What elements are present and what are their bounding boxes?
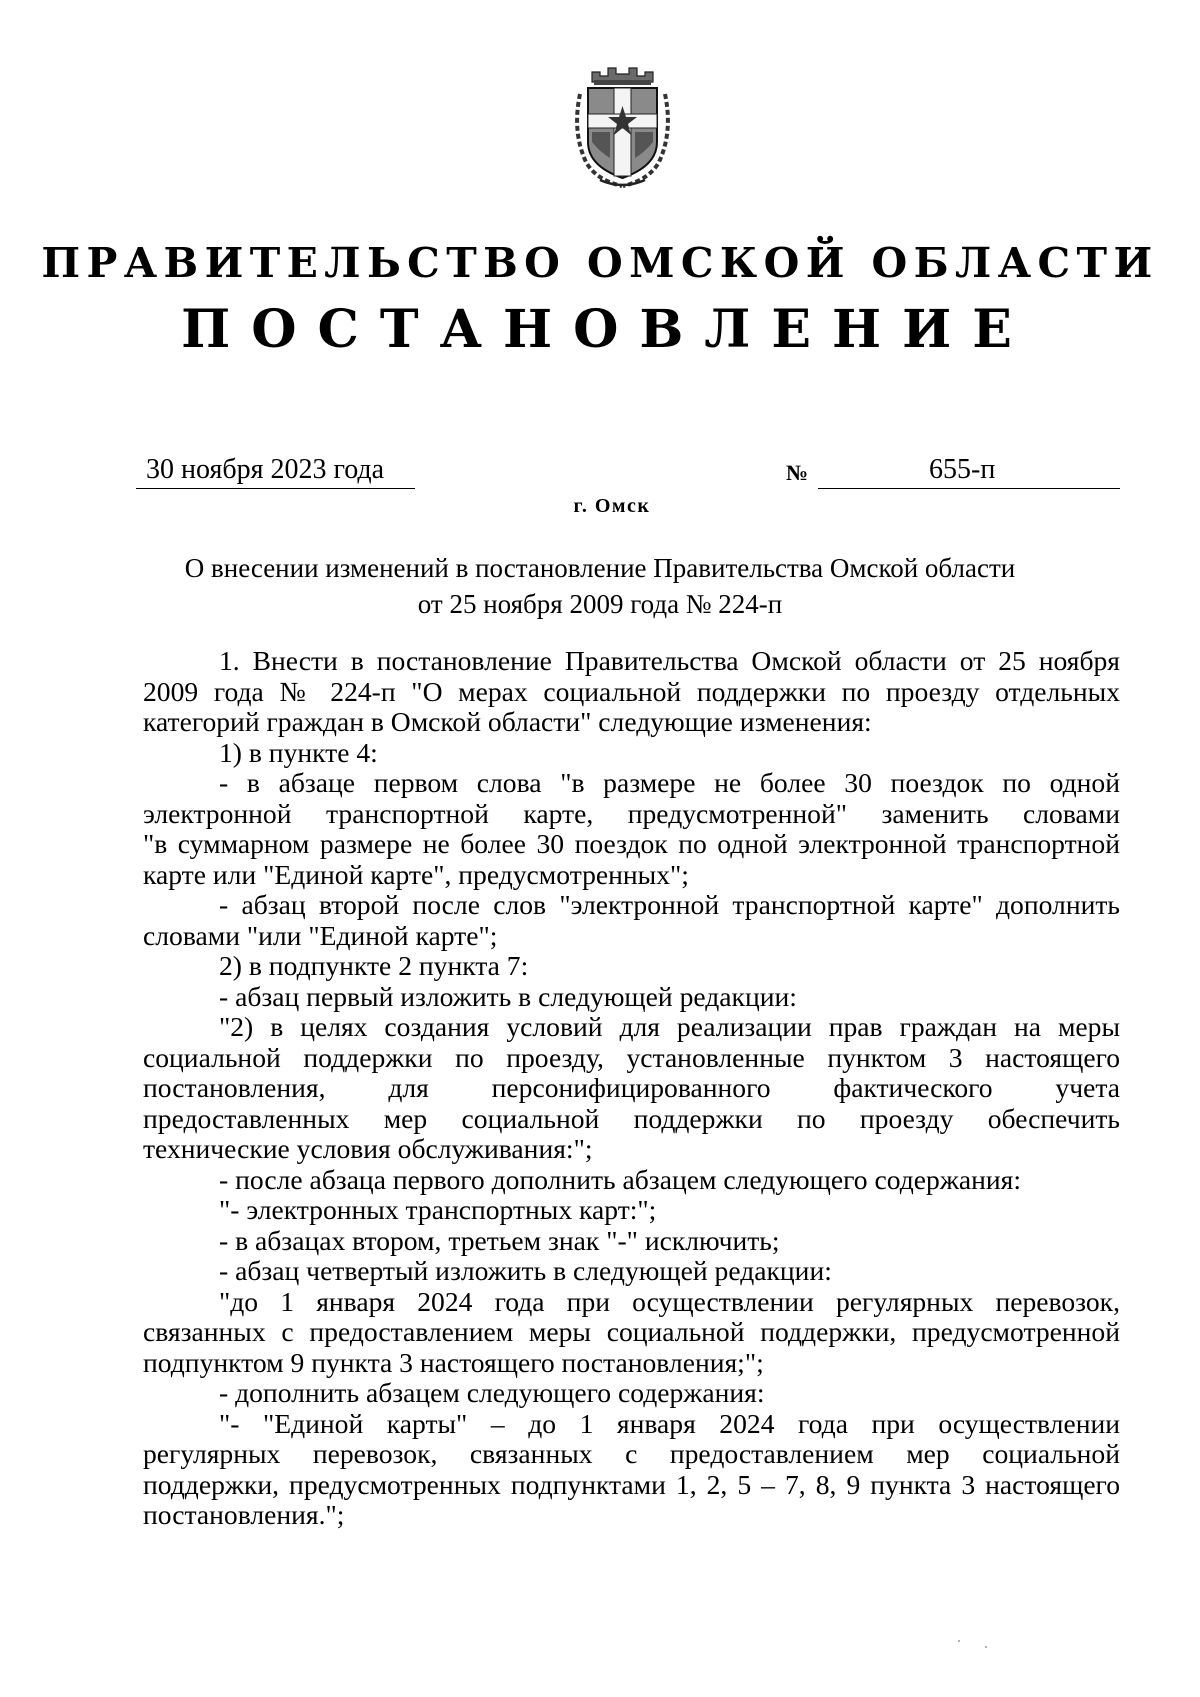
organization-title: ПРАВИТЕЛЬСТВО ОМСКОЙ ОБЛАСТИ <box>41 239 1159 287</box>
body-line: социальной поддержки по проезду, установленные пунктом 3 настоящего <box>143 1041 1120 1073</box>
body-line: постановления, для персонифицированного фактического учета <box>143 1072 1120 1103</box>
body-line: 1. Внести в постановление Правительства Омской области от 25 ноября <box>219 645 1120 676</box>
body-line: 1) в пункте 4: <box>219 736 378 768</box>
body-line: связанных с предоставлением меры социальной поддержки, предусмотренной <box>143 1316 1120 1347</box>
body-line: электронной транспортной карте, предусмотренной" заменить словами <box>143 797 1120 829</box>
body-line: "- электронных транспортных карт:"; <box>219 1194 657 1225</box>
body-line: 2) в подпункте 2 пункта 7: <box>219 950 529 981</box>
document-date-field <box>136 452 415 489</box>
body-line: постановления."; <box>143 1499 345 1530</box>
body-line: технические условия обслуживания:"; <box>143 1133 593 1164</box>
body-line: - абзац четвертый изложить в следующей редакции: <box>219 1255 832 1286</box>
document-body <box>143 646 1120 1531</box>
subject-line: от 25 ноября 2009 года № 224-п <box>417 589 783 619</box>
document-number-field <box>818 452 1120 489</box>
body-line: словами "или "Единой карте"; <box>143 919 498 951</box>
body-line: - в абзаце первом слова "в размере не более 30 поездок по одной <box>219 767 1120 798</box>
scan-speck <box>985 1646 987 1648</box>
body-line: "2) в целях создания условий для реализации прав граждан на меры <box>219 1011 1120 1042</box>
document-type-title: ПОСТАНОВЛЕНИЕ <box>181 299 1033 360</box>
document-date: 30 ноября 2023 года <box>146 454 385 485</box>
body-line: - абзац второй после слов "электронной транспортной карте" дополнить <box>219 889 1120 920</box>
body-line: поддержки, предусмотренных подпунктами 1, 2, 5 – 7, 8, 9 пункта 3 настоящего <box>143 1468 1120 1500</box>
body-line: - после абзаца первого дополнить абзацем следующего содержания: <box>219 1163 1022 1195</box>
body-line: "в суммарном размере не более 30 поездок по одной электронной транспортной <box>143 828 1120 859</box>
body-line: карте или "Единой карте", предусмотренных"; <box>143 858 689 890</box>
body-line: категорий граждан в Омской области" следующие изменения: <box>143 706 872 737</box>
body-line: "- "Единой карты" – до 1 января 2024 года при осуществлении <box>219 1407 1120 1439</box>
coat-of-arms-emblem <box>570 62 675 190</box>
body-line: - в абзацах втором, третьем знак "-" исключить; <box>219 1224 780 1256</box>
document-subject <box>0 550 1200 622</box>
body-line: - дополнить абзацем следующего содержания: <box>219 1377 765 1408</box>
body-line: - абзац первый изложить в следующей редакции: <box>219 980 797 1012</box>
number-label: № <box>786 460 809 485</box>
body-line: "до 1 января 2024 года при осуществлении регулярных перевозок, <box>219 1285 1120 1317</box>
subject-line: О внесении изменений в постановление Правительства Омской области <box>184 553 1016 583</box>
document-number: 655-п <box>929 454 996 485</box>
body-line: регулярных перевозок, связанных с предоставлением мер социальной <box>143 1438 1120 1469</box>
scan-speck <box>958 1640 960 1642</box>
body-line: подпунктом 9 пункта 3 настоящего постановления;"; <box>143 1346 764 1378</box>
city-label: г. Омск <box>573 495 651 517</box>
body-line: 2009 года № 224-п "О мерах социальной поддержки по проезду отдельных <box>143 675 1120 707</box>
body-line: предоставленных мер социальной поддержки по проезду обеспечить <box>143 1102 1120 1134</box>
